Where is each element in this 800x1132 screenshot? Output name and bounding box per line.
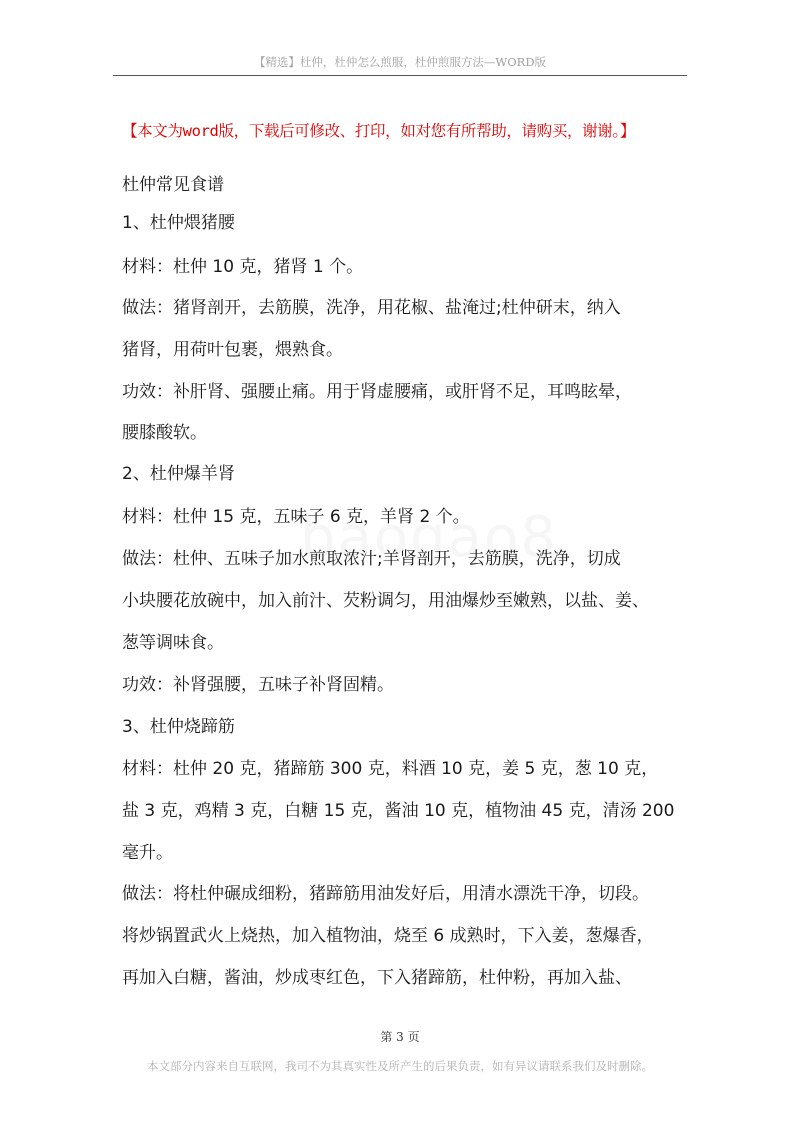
section-heading: 杜仲常见食谱: [122, 175, 224, 195]
header-divider: [113, 75, 687, 76]
body-line: 猪肾，用荷叶包裹，煨熟食。: [122, 340, 343, 360]
body-line: 腰膝酸软。: [122, 423, 207, 443]
body-line: 将炒锅置武火上烧热，加入植物油，烧至 6 成熟时，下入姜，葱爆香，: [122, 926, 654, 946]
body-line: 功效：补肝肾、强腰止痛。用于肾虚腰痛，或肝肾不足，耳鸣眩晕，: [122, 382, 632, 402]
body-line: 做法：猪肾剖开，去筋膜，洗净，用花椒、盐淹过;杜仲研末，纳入: [122, 298, 621, 318]
recipe-title: 1、杜仲煨猪腰: [122, 213, 235, 233]
footer-disclaimer: 本文部分内容来自互联网，我司不为其真实性及所产生的后果负责，如有异议请联系我们及时删除。: [147, 1059, 653, 1073]
recipe-title: 3、杜仲烧蹄筋: [122, 717, 235, 737]
body-line: 材料：杜仲 20 克，猪蹄筋 300 克，料酒 10 克，姜 5 克，葱 10 克，: [122, 759, 659, 779]
body-line: 葱等调味食。: [122, 633, 224, 653]
body-line: 小块腰花放碗中，加入前汁、芡粉调匀，用油爆炒至嫩熟，以盐、姜、: [122, 591, 649, 611]
recipe-title: 2、杜仲爆羊肾: [122, 464, 235, 484]
body-line: 再加入白糖，酱油，炒成枣红色，下入猪蹄筋，杜仲粉，再加入盐、: [122, 968, 632, 988]
body-line: 毫升。: [122, 843, 173, 863]
body-line: 盐 3 克，鸡精 3 克，白糖 15 克，酱油 10 克，植物油 45 克，清汤 200: [122, 801, 675, 821]
body-line: 做法：杜仲、五味子加水煎取浓汁;羊肾剖开，去筋膜，洗净，切成: [122, 549, 621, 569]
page-header-title: 【精选】杜仲，杜仲怎么煎服，杜仲煎服方法—WORD版: [253, 55, 547, 69]
body-line: 材料：杜仲 10 克，猪肾 1 个。: [122, 257, 364, 277]
body-line: 做法：将杜仲碾成细粉，猪蹄筋用油发好后，用清水漂洗干净，切段。: [122, 884, 649, 904]
page-number: 第 3 页: [380, 1030, 420, 1044]
body-line: 功效：补肾强腰，五味子补肾固精。: [122, 675, 394, 695]
purchase-notice: 【本文为word版，下载后可修改、打印，如对您有所帮助，请购买，谢谢。】: [122, 122, 635, 140]
body-line: 材料：杜仲 15 克，五味子 6 克，羊肾 2 个。: [122, 507, 470, 527]
